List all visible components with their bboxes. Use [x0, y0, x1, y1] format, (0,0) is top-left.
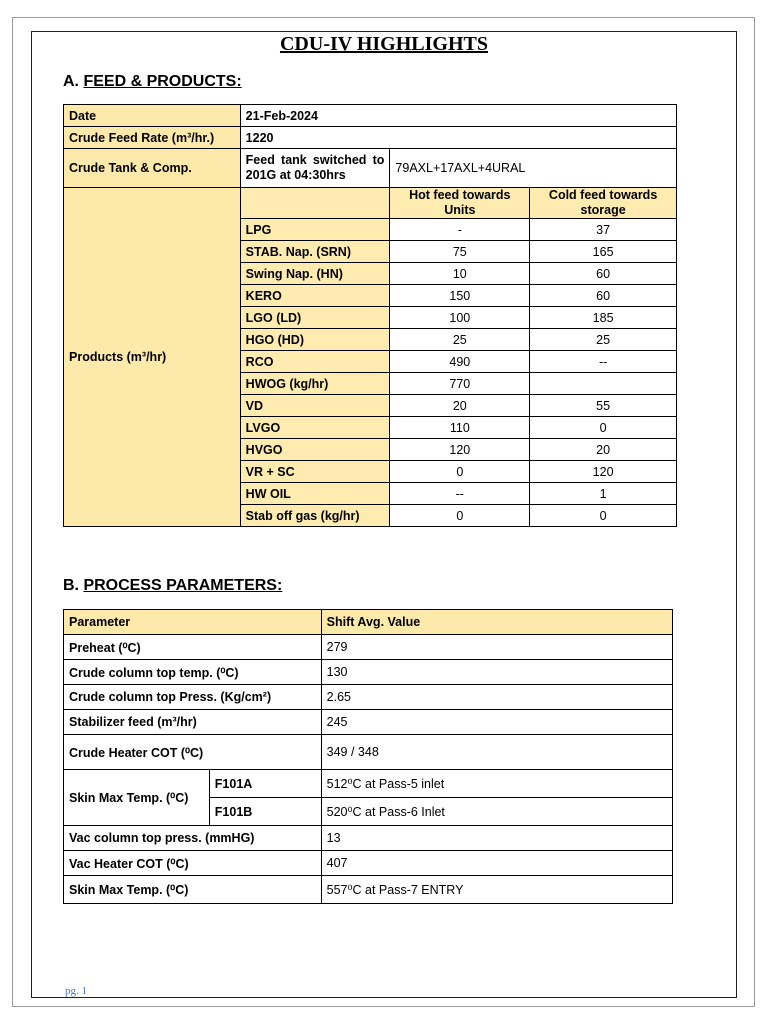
- product-cold-value: 37: [530, 219, 677, 241]
- param-name: Crude column top temp. (⁰C): [64, 660, 322, 685]
- product-hot-value: 0: [390, 461, 530, 483]
- hot-feed-header: Hot feed towards Units: [390, 188, 530, 219]
- product-hot-value: --: [390, 483, 530, 505]
- feed-products-table: [63, 104, 677, 527]
- param-row: [64, 851, 673, 876]
- document-title: CDU-IV HIGHLIGHTS: [279, 33, 488, 55]
- product-hot-value: 120: [390, 439, 530, 461]
- param-value: 245: [321, 710, 672, 735]
- page-edge: [754, 17, 755, 1007]
- heater-id: F101A: [209, 770, 321, 798]
- product-hot-value: 20: [390, 395, 530, 417]
- section-a-heading: [63, 73, 242, 91]
- skin-temp-row: [64, 770, 673, 798]
- param-value: 407: [321, 851, 672, 876]
- param-row: [64, 826, 673, 851]
- param-name: Crude column top Press. (Kg/cm²): [64, 685, 322, 710]
- product-cold-value: 165: [530, 241, 677, 263]
- cold-feed-header: Cold feed towards storage: [530, 188, 677, 219]
- date-label: Date: [64, 105, 241, 127]
- product-hot-value: 75: [390, 241, 530, 263]
- page-edge: [12, 17, 13, 1007]
- feed-rate-label: Crude Feed Rate (m³/hr.): [64, 127, 241, 149]
- product-hot-value: 490: [390, 351, 530, 373]
- skin-temp-label: Skin Max Temp. (⁰C): [64, 770, 210, 826]
- product-name: HVGO: [240, 439, 390, 461]
- param-header: Parameter: [64, 610, 322, 635]
- feed-rate-value: 1220: [240, 127, 676, 149]
- page-edge: [12, 17, 754, 18]
- product-name: Stab off gas (kg/hr): [240, 505, 390, 527]
- product-cold-value: 60: [530, 285, 677, 307]
- param-row: [64, 660, 673, 685]
- date-row: [64, 105, 677, 127]
- param-value: 349 / 348: [321, 735, 672, 770]
- param-header-row: [64, 610, 673, 635]
- tank-row: [64, 149, 677, 188]
- heater-id: F101B: [209, 798, 321, 826]
- param-name: Crude Heater COT (⁰C): [64, 735, 322, 770]
- param-value: 13: [321, 826, 672, 851]
- tank-note: Feed tank switched to 201G at 04:30hrs: [240, 149, 390, 188]
- product-hot-value: 770: [390, 373, 530, 395]
- date-value: 21-Feb-2024: [240, 105, 676, 127]
- skin-temp-value: 512⁰C at Pass-5 inlet: [321, 770, 672, 798]
- product-hot-value: 150: [390, 285, 530, 307]
- param-row: [64, 710, 673, 735]
- product-cold-value: 185: [530, 307, 677, 329]
- param-row: [64, 635, 673, 660]
- product-name: STAB. Nap. (SRN): [240, 241, 390, 263]
- value-header: Shift Avg. Value: [321, 610, 672, 635]
- product-cold-value: 55: [530, 395, 677, 417]
- param-value: 130: [321, 660, 672, 685]
- product-name: LGO (LD): [240, 307, 390, 329]
- section-b-title: PROCESS PARAMETERS:: [83, 577, 283, 594]
- product-name: Swing Nap. (HN): [240, 263, 390, 285]
- page-number: pg. 1: [65, 985, 87, 997]
- product-cold-value: 60: [530, 263, 677, 285]
- process-parameters-table: [63, 609, 673, 904]
- param-row: [64, 685, 673, 710]
- product-cold-value: 120: [530, 461, 677, 483]
- products-blank-header: [240, 188, 390, 219]
- product-cold-value: 1: [530, 483, 677, 505]
- param-value: 2.65: [321, 685, 672, 710]
- product-cold-value: 0: [530, 505, 677, 527]
- product-name: VR + SC: [240, 461, 390, 483]
- product-cold-value: 0: [530, 417, 677, 439]
- param-value: 557⁰C at Pass-7 ENTRY: [321, 876, 672, 904]
- product-name: HW OIL: [240, 483, 390, 505]
- product-name: RCO: [240, 351, 390, 373]
- section-a-prefix: A.: [63, 73, 84, 90]
- tank-composition: 79AXL+17AXL+4URAL: [390, 149, 677, 188]
- param-row: [64, 735, 673, 770]
- product-hot-value: -: [390, 219, 530, 241]
- feed-rate-row: [64, 127, 677, 149]
- page-edge: [12, 1006, 755, 1007]
- section-b-heading: [63, 577, 282, 595]
- section-a-title: FEED & PRODUCTS:: [83, 73, 242, 90]
- skin-temp-value: 520⁰C at Pass-6 Inlet: [321, 798, 672, 826]
- param-name: Stabilizer feed (m³/hr): [64, 710, 322, 735]
- product-hot-value: 10: [390, 263, 530, 285]
- product-cold-value: --: [530, 351, 677, 373]
- param-name: Skin Max Temp. (⁰C): [64, 876, 322, 904]
- product-name: HGO (HD): [240, 329, 390, 351]
- product-cold-value: [530, 373, 677, 395]
- product-name: LVGO: [240, 417, 390, 439]
- product-name: LPG: [240, 219, 390, 241]
- product-cold-value: 20: [530, 439, 677, 461]
- product-name: KERO: [240, 285, 390, 307]
- tank-label: Crude Tank & Comp.: [64, 149, 241, 188]
- products-header-row: [64, 188, 677, 219]
- product-cold-value: 25: [530, 329, 677, 351]
- param-value: 279: [321, 635, 672, 660]
- product-hot-value: 100: [390, 307, 530, 329]
- param-name: Vac column top press. (mmHG): [64, 826, 322, 851]
- products-label: Products (m³/hr): [64, 188, 241, 527]
- param-name: Vac Heater COT (⁰C): [64, 851, 322, 876]
- section-b-prefix: B.: [63, 577, 84, 594]
- product-name: VD: [240, 395, 390, 417]
- product-name: HWOG (kg/hr): [240, 373, 390, 395]
- param-name: Preheat (⁰C): [64, 635, 322, 660]
- product-hot-value: 110: [390, 417, 530, 439]
- product-hot-value: 0: [390, 505, 530, 527]
- param-row: [64, 876, 673, 904]
- product-hot-value: 25: [390, 329, 530, 351]
